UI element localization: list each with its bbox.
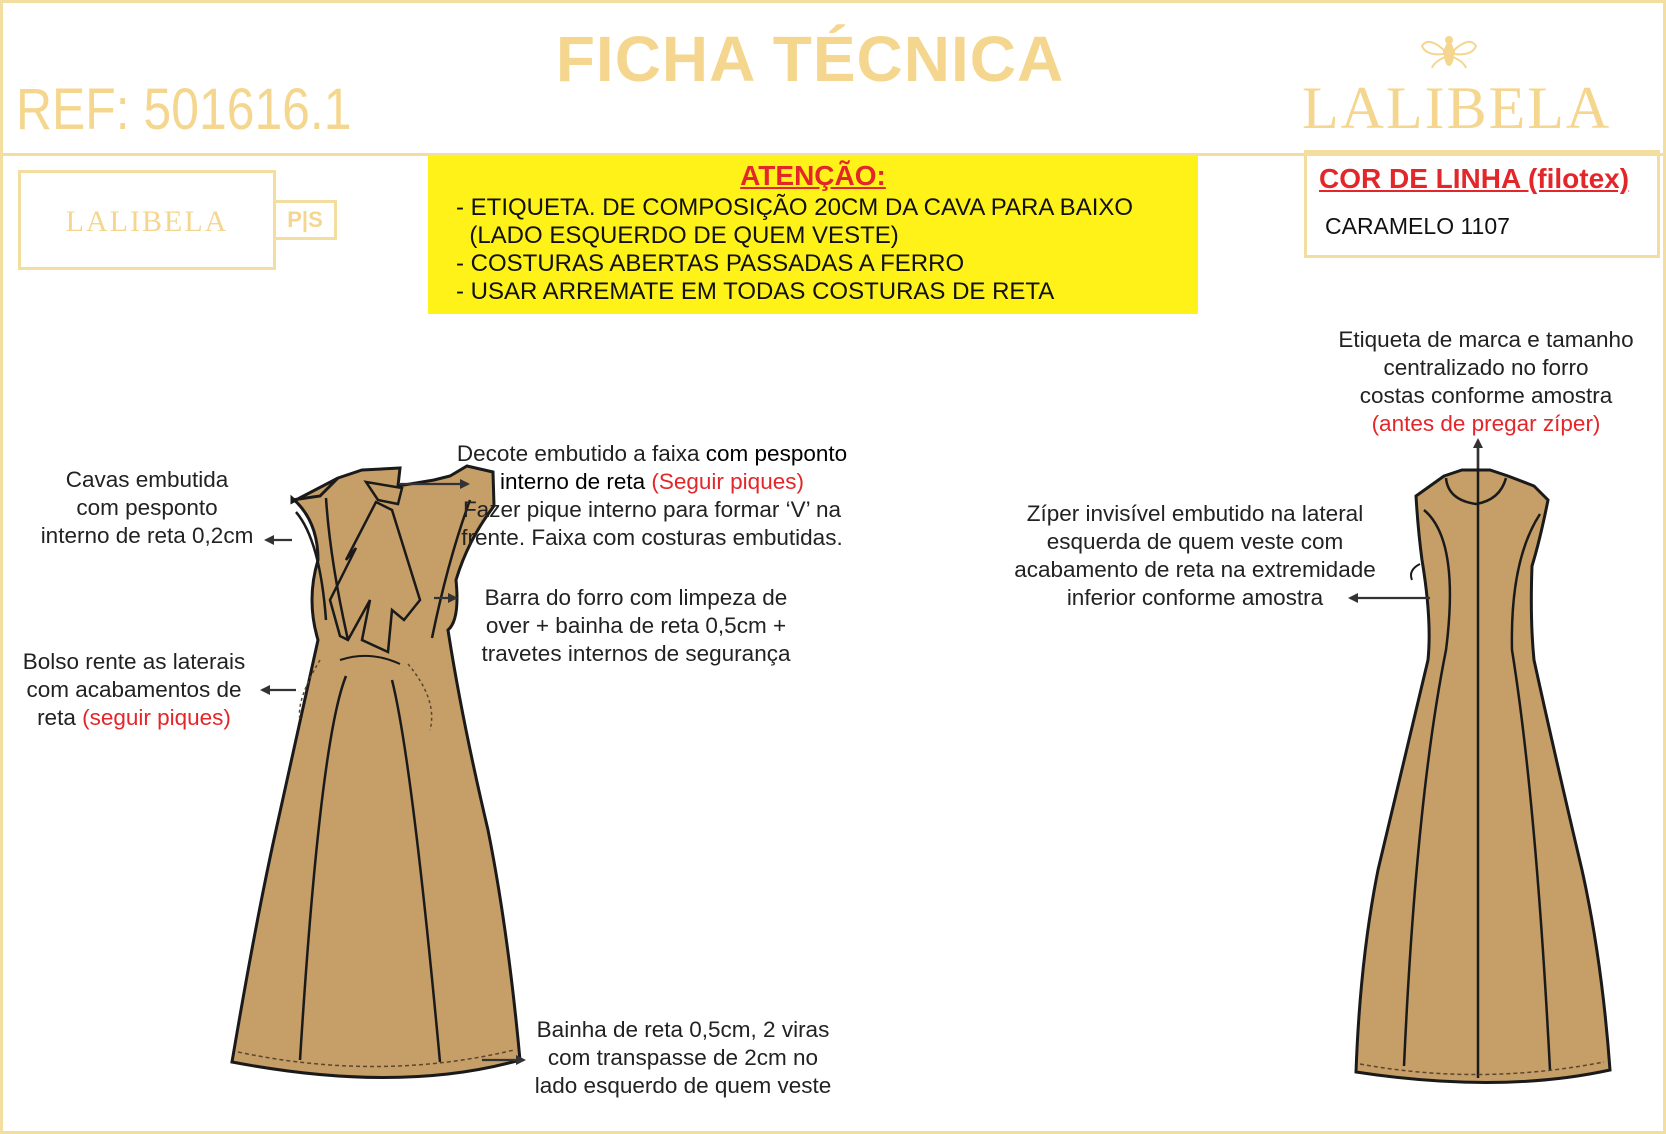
attention-line: - ETIQUETA. DE COMPOSIÇÃO 20CM DA CAVA PARA BAIXO xyxy=(456,194,1134,221)
note-line xyxy=(432,440,872,468)
note-line: esquerda de quem veste com xyxy=(1046,529,1344,554)
note-text: Decote embutido a faixa xyxy=(456,441,706,466)
note-line: Barra do forro com limpeza de xyxy=(484,585,788,610)
note-highlight: (seguir piques) xyxy=(82,705,231,730)
thread-color-title: COR DE LINHA (filotex) xyxy=(1319,163,1630,194)
attention-line: (LADO ESQUERDO DE QUEM VESTE) xyxy=(456,222,899,249)
reference-code: REF: 501616.1 xyxy=(16,77,352,142)
note-line: Etiqueta de marca e tamanho xyxy=(1338,327,1634,352)
attention-line: - COSTURAS ABERTAS PASSADAS A FERRO xyxy=(456,250,965,277)
note-cavas xyxy=(22,466,272,550)
note-bainha xyxy=(508,1016,858,1100)
note-line: centralizado no forro xyxy=(1383,355,1589,380)
note-line: Zíper invisível embutido na lateral xyxy=(1026,501,1364,526)
note-line: com pesponto xyxy=(76,495,218,520)
page-title: FICHA TÉCNICA xyxy=(555,23,1065,95)
note-highlight: (Seguir piques) xyxy=(651,469,804,494)
label-brand-text: LALIBELA xyxy=(65,205,229,238)
note-text: reta xyxy=(37,705,83,730)
note-line: frente. Faixa com costuras embutidas. xyxy=(461,525,843,550)
note-line: travetes internos de segurança xyxy=(481,641,791,666)
note-line: over + bainha de reta 0,5cm + xyxy=(485,613,787,638)
note-bolso xyxy=(6,648,262,732)
attention-line: - USAR ARREMATE EM TODAS COSTURAS DE RETA xyxy=(456,278,1055,305)
note-line xyxy=(6,704,262,732)
note-highlight: (antes de pregar zíper) xyxy=(1371,411,1601,436)
note-text: interno de reta xyxy=(500,469,652,494)
note-line: Fazer pique interno para formar ‘V’ na xyxy=(462,497,842,522)
note-line: Cavas embutida xyxy=(65,467,229,492)
front-dress-drawing xyxy=(232,466,520,1078)
note-line: interno de reta 0,2cm xyxy=(40,523,254,548)
note-barra xyxy=(456,584,816,668)
thread-color-value: CARAMELO 1107 xyxy=(1325,213,1510,239)
note-line xyxy=(432,468,872,496)
note-line: inferior conforme amostra xyxy=(1066,585,1324,610)
note-etiqueta xyxy=(1316,326,1656,438)
note-line: costas conforme amostra xyxy=(1359,383,1613,408)
attention-title: ATENÇÃO: xyxy=(740,160,886,191)
note-line: com acabamentos de xyxy=(26,677,242,702)
note-line: acabamento de reta na extremidade xyxy=(1014,557,1376,582)
note-ziper xyxy=(990,500,1400,612)
note-line: Bainha de reta 0,5cm, 2 viras xyxy=(536,1017,830,1042)
note-line: lado esquerdo de quem veste xyxy=(534,1073,832,1098)
note-text: com pesponto xyxy=(705,441,848,466)
note-line: Bolso rente as laterais xyxy=(22,649,246,674)
note-decote xyxy=(432,440,872,552)
brand-logo: LALIBELA xyxy=(1302,75,1612,141)
size-tag: P|S xyxy=(273,200,337,240)
note-line: com transpasse de 2cm no xyxy=(547,1045,819,1070)
